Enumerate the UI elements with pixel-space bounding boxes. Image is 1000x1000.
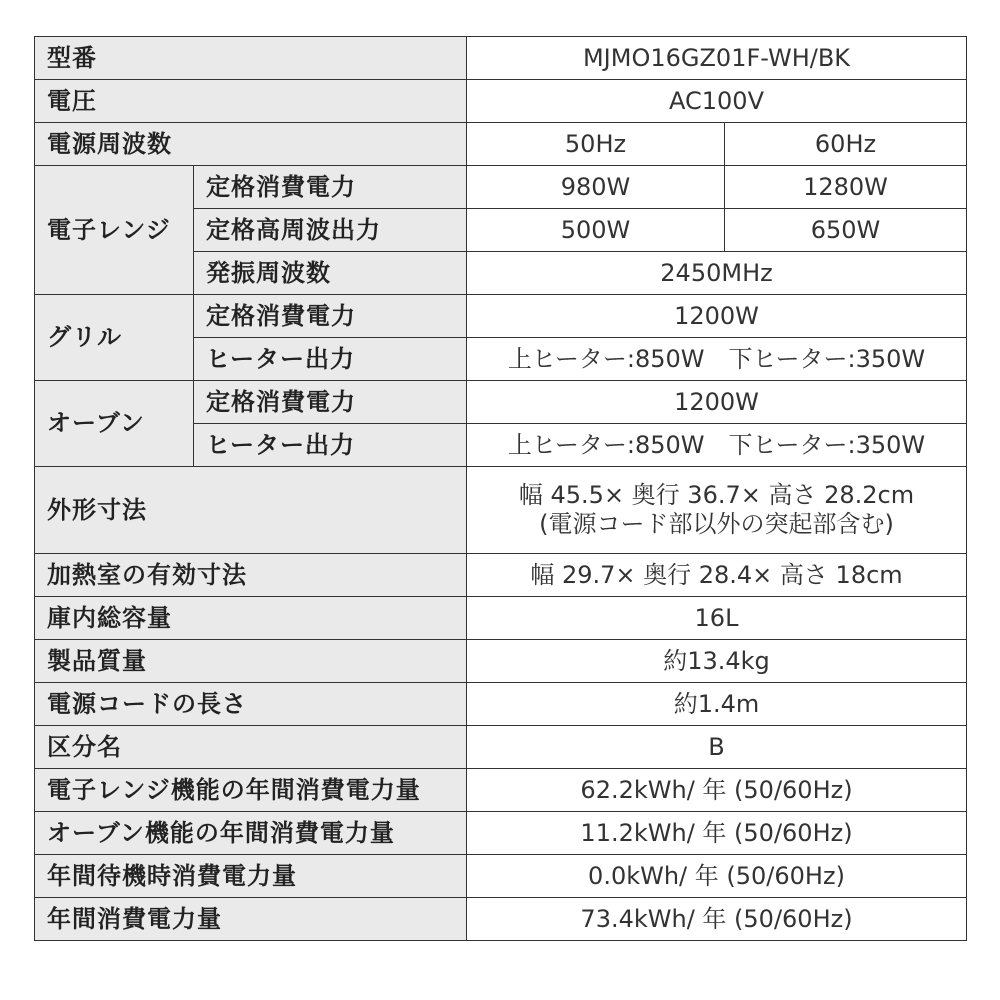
- table-row: [35, 381, 967, 424]
- table-row: [35, 467, 967, 554]
- table-row: [35, 554, 967, 597]
- dimensions-value-line1: 幅 45.5× 奥行 36.7× 高さ 28.2cm: [518, 481, 915, 510]
- capacity-label: 庫内総容量: [35, 597, 467, 640]
- table-row: [35, 769, 967, 812]
- grill-rated-power-value: 1200W: [467, 295, 967, 338]
- microwave-rated-power-50hz: 980W: [467, 166, 725, 209]
- microwave-rated-power-label: 定格消費電力: [194, 166, 467, 209]
- voltage-value: AC100V: [467, 80, 967, 123]
- oven-heater-output-value: 上ヒーター:850W 下ヒーター:350W: [467, 424, 967, 467]
- oven-annual-label: オーブン機能の年間消費電力量: [35, 812, 467, 855]
- table-row: [35, 597, 967, 640]
- weight-value: 約13.4kg: [467, 640, 967, 683]
- spec-table: [34, 36, 967, 941]
- cavity-value: 幅 29.7× 奥行 28.4× 高さ 18cm: [467, 554, 967, 597]
- oven-rated-power-label: 定格消費電力: [194, 381, 467, 424]
- dimensions-value: [467, 467, 967, 554]
- weight-label: 製品質量: [35, 640, 467, 683]
- table-row: [35, 80, 967, 123]
- table-row: [35, 683, 967, 726]
- microwave-rated-output-50hz: 500W: [467, 209, 725, 252]
- table-row: [35, 855, 967, 898]
- cord-label: 電源コードの長さ: [35, 683, 467, 726]
- oven-rated-power-value: 1200W: [467, 381, 967, 424]
- model-label: 型番: [35, 37, 467, 80]
- table-row: [35, 898, 967, 941]
- category-value: B: [467, 726, 967, 769]
- microwave-rated-output-60hz: 650W: [725, 209, 967, 252]
- oscillation-label: 発振周波数: [194, 252, 467, 295]
- frequency-60hz: 60Hz: [725, 123, 967, 166]
- table-row: [35, 166, 967, 209]
- standby-annual-label: 年間待機時消費電力量: [35, 855, 467, 898]
- table-row: [35, 640, 967, 683]
- grill-rated-power-label: 定格消費電力: [194, 295, 467, 338]
- grill-heater-output-value: 上ヒーター:850W 下ヒーター:350W: [467, 338, 967, 381]
- cord-value: 約1.4m: [467, 683, 967, 726]
- oven-label: オーブン: [35, 381, 194, 467]
- standby-annual-value: 0.0kWh/ 年 (50/60Hz): [467, 855, 967, 898]
- microwave-label: 電子レンジ: [35, 166, 194, 295]
- model-value: MJMO16GZ01F-WH/BK: [467, 37, 967, 80]
- oven-heater-output-label: ヒーター出力: [194, 424, 467, 467]
- table-row: [35, 726, 967, 769]
- table-row: [35, 812, 967, 855]
- oscillation-value: 2450MHz: [467, 252, 967, 295]
- category-label: 区分名: [35, 726, 467, 769]
- table-row: [35, 295, 967, 338]
- grill-heater-output-label: ヒーター出力: [194, 338, 467, 381]
- table-row: [35, 37, 967, 80]
- mw-annual-label: 電子レンジ機能の年間消費電力量: [35, 769, 467, 812]
- dimensions-value-line2: (電源コード部以外の突起部含む): [539, 510, 894, 538]
- dimensions-label: 外形寸法: [35, 467, 467, 554]
- oven-annual-value: 11.2kWh/ 年 (50/60Hz): [467, 812, 967, 855]
- microwave-rated-output-label: 定格高周波出力: [194, 209, 467, 252]
- capacity-value: 16L: [467, 597, 967, 640]
- table-row: [35, 123, 967, 166]
- cavity-label: 加熱室の有効寸法: [35, 554, 467, 597]
- voltage-label: 電圧: [35, 80, 467, 123]
- mw-annual-value: 62.2kWh/ 年 (50/60Hz): [467, 769, 967, 812]
- frequency-label: 電源周波数: [35, 123, 467, 166]
- grill-label: グリル: [35, 295, 194, 381]
- total-annual-value: 73.4kWh/ 年 (50/60Hz): [467, 898, 967, 941]
- frequency-50hz: 50Hz: [467, 123, 725, 166]
- total-annual-label: 年間消費電力量: [35, 898, 467, 941]
- microwave-rated-power-60hz: 1280W: [725, 166, 967, 209]
